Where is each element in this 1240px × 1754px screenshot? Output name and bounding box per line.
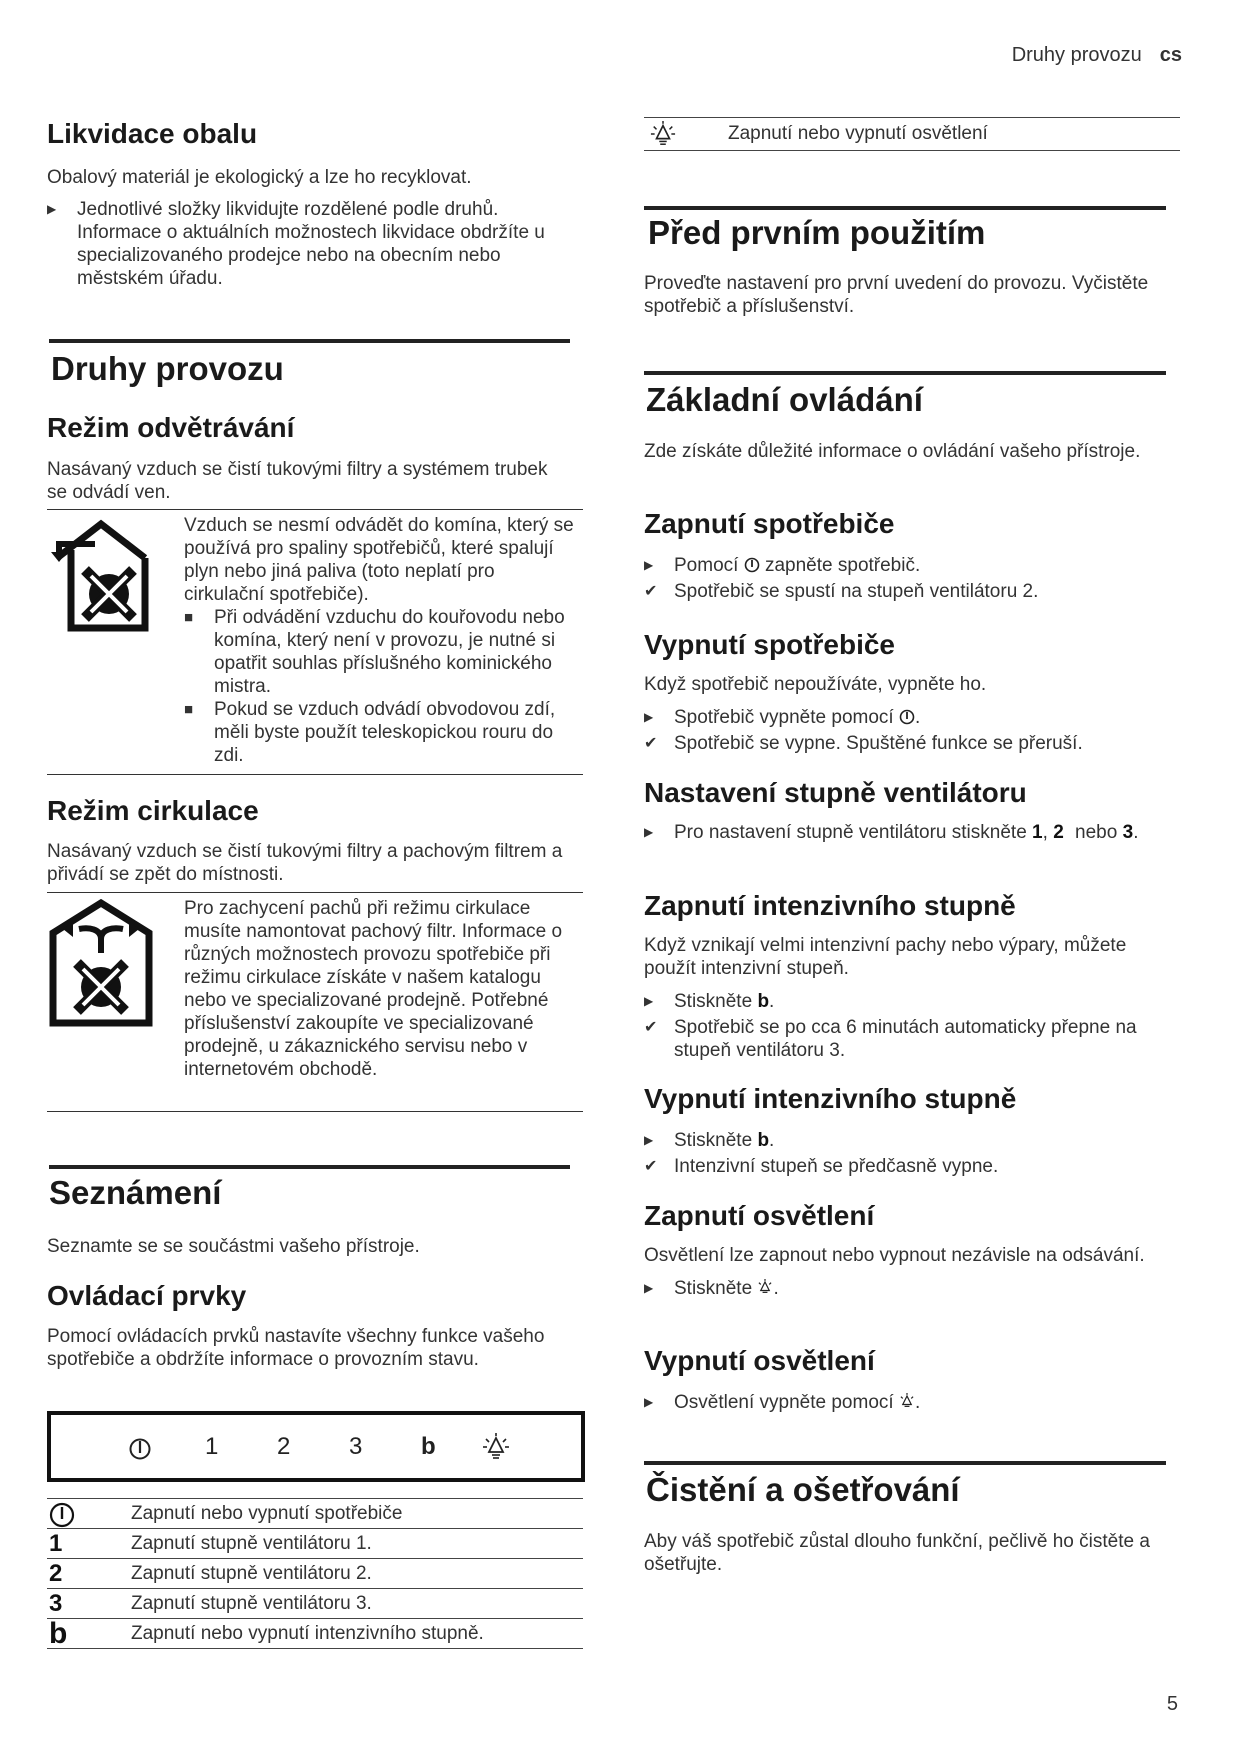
zakladni-text: Zde získáte důležité informace o ovládání vašeho přístroje. [644,441,1141,462]
fan-level-2-button[interactable]: 2 [277,1433,291,1460]
int-on-step: ▶ Stiskněte b. [644,991,775,1012]
section-rule [49,1165,570,1169]
ovladaci-title: Ovládací prvky [47,1280,247,1311]
likvidace-section [47,118,587,290]
header-section: Druhy provozu [1011,44,1142,66]
arrow-bullet-icon: ▶ [47,202,57,216]
running-header [1012,44,1182,67]
section-rule [644,206,1166,210]
light-off-step: ▶ Osvětlení vypněte pomocí . [644,1392,921,1413]
zapnuti-result: ✔ Spotřebič se spustí na stupeň ventilátoru 2. [644,581,1039,602]
arrow-bullet-icon: ▶ [644,1281,654,1295]
recirculation-house-icon [49,899,153,1032]
exhaust-warning-item: ■ Při odvádění vzduchu do kouřovodu nebo komína, který není v provozu, je nutné si opatřit souhlas příslušného kominického mistra. [184,607,565,697]
light-off-section [644,1345,1184,1414]
light-button[interactable] [483,1433,509,1468]
stupen-title: Nastavení stupně ventilátoru [644,777,1027,808]
zapnuti-step: ▶ Pomocí zapněte spotřebič. [644,555,921,576]
light-on-step: ▶ Stiskněte . [644,1278,779,1299]
vypnuti-intro: Když spotřebič nepoužíváte, vypněte ho. [644,674,987,695]
seznameni-intro: Seznamte se se součástmi vašeho přístroje. [47,1236,420,1257]
odvetravani-intro: Nasávaný vzduch se čistí tukovými filtry a systémem trubek se odvádí ven. [47,459,548,503]
int-on-section [644,890,1184,1062]
seznameni-title: Seznámení [49,1174,222,1211]
exhaust-warning-text [184,514,577,767]
section-rule [49,339,570,343]
arrow-bullet-icon: ▶ [644,1133,654,1147]
square-bullet-icon: ■ [184,609,194,626]
likvidace-title: Likvidace obalu [47,118,258,149]
check-icon: ✔ [644,1158,658,1175]
int-on-intro: Když vznikají velmi intenzivní pachy nebo výpary, můžete použít intenzivní stupeň. [644,935,1127,979]
light-on-section [644,1200,1184,1300]
light-icon [899,1393,915,1410]
stupen-section [644,777,1184,844]
power-icon [744,557,760,573]
int-off-result: ✔ Intenzivní stupeň se předčasně vypne. [644,1156,999,1177]
exhaust-warning-item: ■ Pokud se vzduch odvádí obvodovou zdí, měli byste použít teleskopickou rouru do zdi. [184,699,556,766]
fan-level-3-button[interactable]: 3 [349,1433,363,1460]
stupen-step: ▶ Pro nastavení stupně ventilátoru stiskněte 1, 2 nebo 3. [644,822,1139,843]
cisteni-title: Čistění a ošetřování [646,1471,960,1508]
light-on-intro: Osvětlení lze zapnout nebo vypnout nezávisle na odsávání. [644,1245,1145,1266]
exhaust-warning-main: Vzduch se nesmí odvádět do komína, který se používá pro spaliny spotřebičů, které spalují plyn nebo jiná paliva (toto neplatí pro cirkulační spotřebiče). [184,515,574,605]
odvetravani-title: Režim odvětrávání [47,412,295,443]
arrow-bullet-icon: ▶ [644,1395,654,1409]
vypnuti-step: ▶ Spotřebič vypněte pomocí . [644,707,921,728]
zakladni-title: Základní ovládání [646,381,923,418]
int-on-result: ✔ Spotřebič se po cca 6 minutách automaticky přepne na stupeň ventilátoru 3. [644,1017,1137,1061]
light-on-title: Zapnutí osvětlení [644,1200,875,1231]
int-off-title: Vypnutí intenzivního stupně [644,1083,1017,1114]
table-row: 1 Zapnutí stupně ventilátoru 1. [47,1528,583,1558]
section-rule [644,371,1166,375]
page-number: 5 [1166,1693,1178,1715]
vypnuti-title: Vypnutí spotřebiče [644,629,896,660]
intensive-button[interactable]: b [421,1433,436,1460]
arrow-bullet-icon: ▶ [644,994,654,1008]
control-panel [47,1411,585,1482]
light-off-title: Vypnutí osvětlení [644,1345,875,1376]
zapnuti-section [644,508,1184,603]
table-row: 3 Zapnutí stupně ventilátoru 3. [47,1588,583,1618]
arrow-bullet-icon: ▶ [644,558,654,572]
druhy-title: Druhy provozu [51,350,284,387]
recirculation-note-box [47,892,583,1112]
light-icon [650,121,676,152]
controls-table [47,1498,583,1649]
arrow-bullet-icon: ▶ [644,825,654,839]
likvidace-bullet: ▶ Jednotlivé složky likvidujte rozdělené podle druhů. Informace o aktuálních možnostech likvidace obdržíte u specializovaného prodejce nebo na obecním nebo městském úřadu. [47,199,545,289]
header-lang: cs [1159,44,1182,66]
pred-title: Před prvním použitím [648,214,986,251]
cisteni-text: Aby váš spotřebič zůstal dlouho funkční, pečlivě ho čistěte a ošetřujte. [644,1531,1150,1575]
check-icon: ✔ [644,735,658,752]
recirculation-note-text: Pro zachycení pachů při režimu cirkulace musíte namontovat pachový filtr. Informace o různých možnostech provozu spotřebiče při režimu cirkulace získáte v našem katalogu nebo ve specializované prodejně. Potřebné příslušenství zakoupíte ve specializované prodejně, u zákaznického servisu nebo v internetovém obchodě. [184,898,563,1080]
section-rule [644,1461,1166,1465]
table-row: Zapnutí nebo vypnutí spotřebiče [47,1498,583,1528]
square-bullet-icon: ■ [184,701,194,718]
check-icon: ✔ [644,583,658,600]
vypnuti-section [644,629,1184,755]
cirkulace-title: Režim cirkulace [47,795,259,826]
ovladaci-intro: Pomocí ovládacích prvků nastavíte všechny funkce vašeho spotřebiče a obdržíte informace o provozním stavu. [47,1326,545,1370]
int-off-section [644,1083,1184,1178]
table-row: b Zapnutí nebo vypnutí intenzivního stupně. [47,1618,583,1649]
exhaust-warning-box [47,509,583,775]
power-icon [899,709,915,725]
vypnuti-result: ✔ Spotřebič se vypne. Spuštěné funkce se přeruší. [644,733,1083,754]
table-row: 2 Zapnutí stupně ventilátoru 2. [47,1558,583,1588]
power-button[interactable] [128,1435,152,1468]
int-off-step: ▶ Stiskněte b. [644,1130,775,1151]
pred-text: Proveďte nastavení pro první uvedení do provozu. Vyčistěte spotřebič a příslušenství. [644,273,1149,317]
check-icon: ✔ [644,1019,658,1036]
fan-level-1-button[interactable]: 1 [205,1433,219,1460]
arrow-bullet-icon: ▶ [644,710,654,724]
light-icon [757,1279,773,1296]
light-table-row: Zapnutí nebo vypnutí osvětlení [644,117,1180,151]
cirkulace-intro: Nasávaný vzduch se čistí tukovými filtry a pachovým filtrem a přivádí se zpět do místnosti. [47,841,563,885]
zapnuti-title: Zapnutí spotřebiče [644,508,895,539]
no-chimney-warning-icon [49,516,153,641]
int-on-title: Zapnutí intenzivního stupně [644,890,1016,921]
likvidace-intro: Obalový materiál je ekologický a lze ho recyklovat. [47,167,472,188]
